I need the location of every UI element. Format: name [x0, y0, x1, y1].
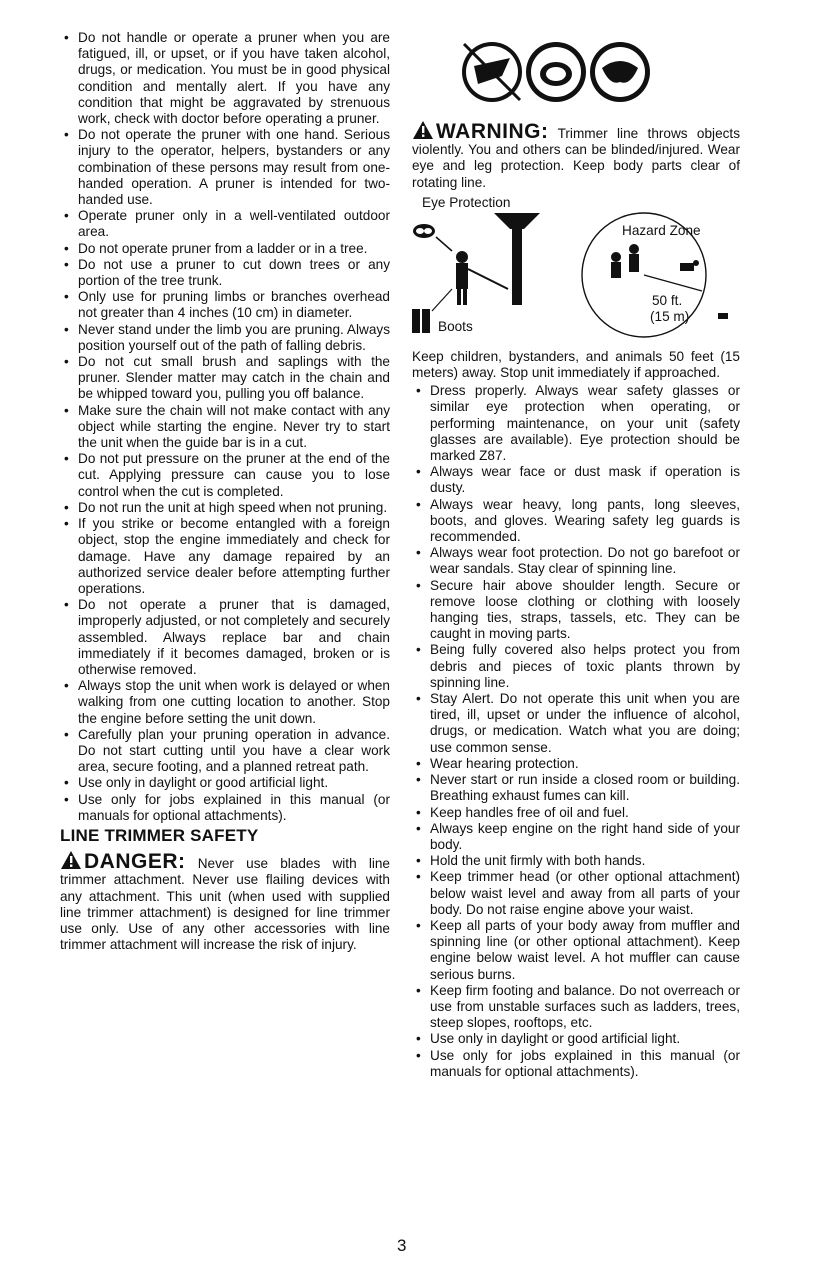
- list-item: • Always wear foot protection. Do not go barefoot or wear sandals. Stay clear of spinning line.: [412, 545, 740, 577]
- list-item: • Hold the unit firmly with both hands.: [412, 853, 740, 869]
- list-item: • Carefully plan your pruning operation in advance. Do not start cutting until you have a clear work area, secure footing, and a planned retreat path.: [60, 727, 390, 776]
- list-item: • Keep trimmer head (or other optional attachment) below waist level and away from all parts of your body. Do not raise engine above your waist.: [412, 869, 740, 918]
- trimmer-hazard-icon: [462, 42, 522, 102]
- list-item: • Do not handle or operate a pruner when you are fatigued, ill, or upset, or if you have taken alcohol, drugs, or medication. You must be in good physical condition and mentally alert. If you have any condition that might be aggravated by strenuous work, check with doctor before operating a pruner.: [60, 30, 390, 127]
- list-item: • Keep handles free of oil and fuel.: [412, 805, 740, 821]
- tree-icon: [494, 213, 540, 305]
- list-item: • Never start or run inside a closed room or building. Breathing exhaust fumes can kill.: [412, 772, 740, 804]
- list-item: • Do not put pressure on the pruner at the end of the cut. Applying pressure can cause you to lose control when the cut is completed.: [60, 451, 390, 500]
- list-item: • Secure hair above shoulder length. Secure or remove loose clothing or clothing with loosely hanging ties, straps, tassels, etc. They can be caught in moving parts.: [412, 578, 740, 643]
- list-item: • Being fully covered also helps protect you from debris and pieces of toxic plants thrown by spinning line.: [412, 642, 740, 691]
- list-item: • Dress properly. Always wear safety glasses or similar eye protection when operating, or performing maintenance, on your unit (safety glasses are available). Eye protection should be marked Z87.: [412, 383, 740, 464]
- list-item: • Do not operate a pruner that is damaged, improperly adjusted, or not completely and securely assembled. Always replace bar and chain immediately if it becomes damaged, broken or is otherwise removed.: [60, 597, 390, 678]
- safety-pictograms-icon: [412, 30, 740, 114]
- list-item: • Do not operate the pruner with one hand. Serious injury to the operator, helpers, bystanders or any combination of these persons may result from one-handed operation. A pruner is intended for two-handed use.: [60, 127, 390, 208]
- warning-notice: [412, 120, 740, 191]
- page-number: 3: [397, 1236, 407, 1255]
- hazard-zone-label: Hazard Zone: [622, 222, 701, 238]
- danger-label: DANGER:: [84, 850, 186, 874]
- animal-icon: [680, 260, 699, 271]
- eye-protection-label: Eye Protection: [422, 194, 511, 210]
- warning-label: WARNING:: [436, 120, 549, 143]
- pruner-safety-list: [60, 30, 390, 824]
- list-item: • Do not use a pruner to cut down trees or any portion of the tree trunk.: [60, 257, 390, 289]
- danger-notice: [60, 850, 390, 953]
- list-item: • Always stop the unit when work is delayed or when walking from one cutting location to another. Stop the engine before setting the unit down.: [60, 678, 390, 727]
- list-item: • Do not run the unit at high speed when not pruning.: [60, 500, 390, 516]
- goggles-icon: [413, 224, 435, 238]
- list-item: • Make sure the chain will not make contact with any object while starting the engine. Never try to start the unit when the guide bar is in a cut.: [60, 403, 390, 452]
- distance-feet-label: 50 ft.: [652, 292, 683, 308]
- mask-hazard-icon: [526, 42, 586, 102]
- safety-pictograms: [412, 30, 740, 114]
- list-item: • Operate pruner only in a well-ventilated outdoor area.: [60, 208, 390, 240]
- boots-label: Boots: [438, 318, 473, 334]
- warning-triangle-icon: [412, 120, 434, 140]
- hazard-zone-figure: [412, 194, 740, 343]
- boots-icon: [412, 309, 430, 333]
- list-item: • Keep firm footing and balance. Do not overreach or use from unstable surfaces such as ladders, trees, steep slopes, rooftops, etc.: [412, 983, 740, 1032]
- list-item: • Always wear heavy, long pants, long sleeves, boots, and gloves. Wearing safety leg guards is recommended.: [412, 497, 740, 546]
- operator-icon: [456, 251, 508, 305]
- trimmer-user-icon: [611, 252, 621, 278]
- bystander-icon: [629, 244, 639, 272]
- dog-icon: [718, 313, 728, 319]
- list-item: • Use only for jobs explained in this manual (or manuals for optional attachments).: [60, 792, 390, 824]
- list-item: • Keep all parts of your body away from muffler and spinning line (or other optional attachment). Keep engine below waist level. A hot muffler can cause serious burns.: [412, 918, 740, 983]
- eye-protection-icon: [590, 42, 650, 102]
- list-item: • Do not cut small brush and saplings with the pruner. Slender matter may catch in the chain and be whipped toward you, pulling you off balance.: [60, 354, 390, 403]
- section-heading: LINE TRIMMER SAFETY: [60, 825, 259, 845]
- list-item: • Only use for pruning limbs or branches overhead not greater than 4 inches (10 cm) in diameter.: [60, 289, 390, 321]
- list-item: • Use only for jobs explained in this manual (or manuals for optional attachments).: [412, 1048, 740, 1080]
- left-column: [60, 30, 390, 953]
- list-item: • Use only in daylight or good artificial light.: [60, 775, 390, 791]
- trimmer-safety-list: [412, 383, 740, 1080]
- list-item: • Always keep engine on the right hand side of your body.: [412, 821, 740, 853]
- keep-away-paragraph: Keep children, bystanders, and animals 50 feet (15 meters) away. Stop unit immediately if approached.: [412, 348, 740, 381]
- distance-meters-label: (15 m): [650, 308, 690, 324]
- warning-triangle-icon: [60, 850, 82, 870]
- list-item: • Do not operate pruner from a ladder or in a tree.: [60, 241, 390, 257]
- list-item: • Always wear face or dust mask if operation is dusty.: [412, 464, 740, 496]
- danger-text: Never use blades with line trimmer attachment. Never use flailing devices with any attachment. This unit (when used with supplied line trimmer attachment) is designed for line trimmer use only. Use of any other accessories with line trimmer attachment will increase the risk of injury.: [60, 856, 390, 953]
- right-column: [412, 30, 740, 1080]
- list-item: • Never stand under the limb you are pruning. Always position yourself out of the path of falling debris.: [60, 322, 390, 354]
- list-item: • Stay Alert. Do not operate this unit when you are tired, ill, upset or under the influence of alcohol, drugs, or medication. Watch what you are doing; use common sense.: [412, 691, 740, 756]
- warning-text: Trimmer line throws objects violently. You and others can be blinded/injured. Wear eye and leg protection. Keep body parts clear of rotating line.: [412, 126, 741, 190]
- list-item: • Use only in daylight or good artificial light.: [412, 1031, 740, 1047]
- list-item: • Wear hearing protection.: [412, 756, 740, 772]
- list-item: • If you strike or become entangled with a foreign object, stop the engine immediately and check for damage. Have any damage repaired by an authorized service dealer before attempting further operations.: [60, 516, 390, 597]
